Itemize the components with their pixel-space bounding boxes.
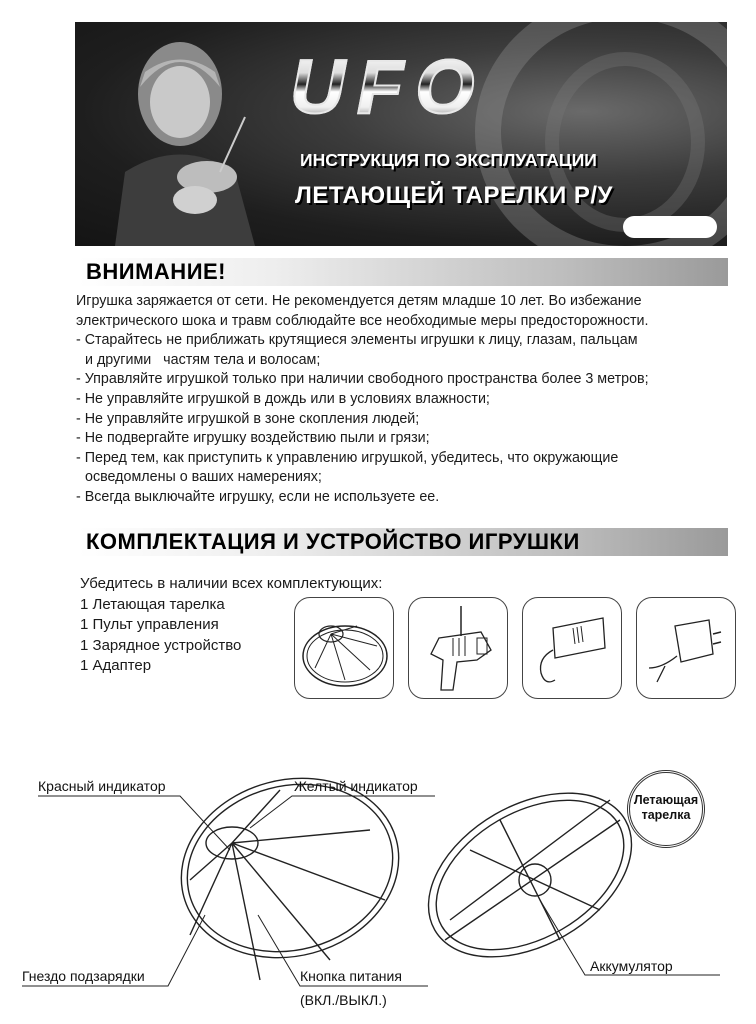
warning-line: Игрушка заряжается от сети. Не рекомендуется детям младше 10 лет. Во избежание [76, 293, 642, 309]
ufo-badge [627, 770, 705, 848]
remote-control-icon [409, 598, 509, 700]
kit-card-ufo [294, 597, 394, 699]
warning-line: и другими частям тела и волосам; [85, 351, 321, 368]
label-power-button-sub: (ВКЛ./ВЫКЛ.) [300, 992, 387, 1008]
warning-line: электрического шока и травм соблюдайте все необходимые меры предосторожности. [76, 312, 649, 329]
kit-intro: Убедитесь в наличии всех комплектующих: [80, 575, 383, 592]
label-power-button: Кнопка питания [300, 968, 402, 984]
charger-icon [523, 598, 623, 700]
kit-card-charger [522, 597, 622, 699]
kit-card-adapter [636, 597, 736, 699]
warning-line: - Всегда выключайте игрушку, если не используете ее. [76, 488, 440, 505]
adapter-icon [637, 598, 737, 700]
kit-heading-bar [78, 528, 728, 556]
girl-photo-illustration [95, 32, 285, 246]
kit-item: 1 Пульт управления [80, 616, 219, 633]
banner-subtitle-line1: ИНСТРУКЦИЯ ПО ЭКСПЛУАТАЦИИ [300, 150, 597, 170]
warning-line: - Старайтесь не приближать крутящиеся элементы игрушки к лицу, глазам, пальцам [76, 332, 638, 349]
label-battery: Аккумулятор [590, 958, 673, 974]
warning-line: осведомлены о ваших намерениях; [85, 469, 322, 486]
warning-text [76, 292, 649, 508]
label-charging-socket: Гнездо подзарядки [22, 968, 145, 984]
ufo-logo: UFO [290, 45, 487, 130]
kit-item: 1 Летающая тарелка [80, 595, 225, 613]
warning-line: - Не управляйте игрушкой в зоне скопления людей; [76, 410, 420, 427]
badge-line1: Летающая [633, 793, 699, 807]
warning-line: - Управляйте игрушкой только при наличии свободного пространства более 3 метров; [76, 371, 649, 388]
label-red-indicator: Красный индикатор [38, 778, 166, 794]
label-yellow-indicator: Желтый индикатор [294, 778, 418, 794]
warning-heading: ВНИМАНИЕ! [86, 259, 227, 284]
kit-item: 1 Адаптер [80, 657, 152, 674]
kit-card-remote [408, 597, 508, 699]
warning-line: - Не подвергайте игрушку воздействию пыли и грязи; [76, 430, 430, 447]
warning-line: - Не управляйте игрушкой в дождь или в условиях влажности; [76, 390, 490, 407]
banner-white-pill [623, 216, 717, 238]
banner-subtitle-line2: ЛЕТАЮЩЕЙ ТАРЕЛКИ Р/У [295, 182, 613, 209]
kit-heading: КОМПЛЕКТАЦИЯ И УСТРОЙСТВО ИГРУШКИ [86, 529, 580, 554]
warning-heading-bar [78, 258, 728, 286]
kit-item: 1 Зарядное устройство [80, 636, 242, 654]
ufo-bottom-view [400, 759, 661, 990]
ufo-icon [295, 598, 395, 700]
badge-line2: тарелка [641, 808, 691, 822]
warning-line: - Перед тем, как приступить к управлению игрушкой, убедитесь, что окружающие [76, 449, 619, 466]
header-banner [75, 22, 727, 246]
